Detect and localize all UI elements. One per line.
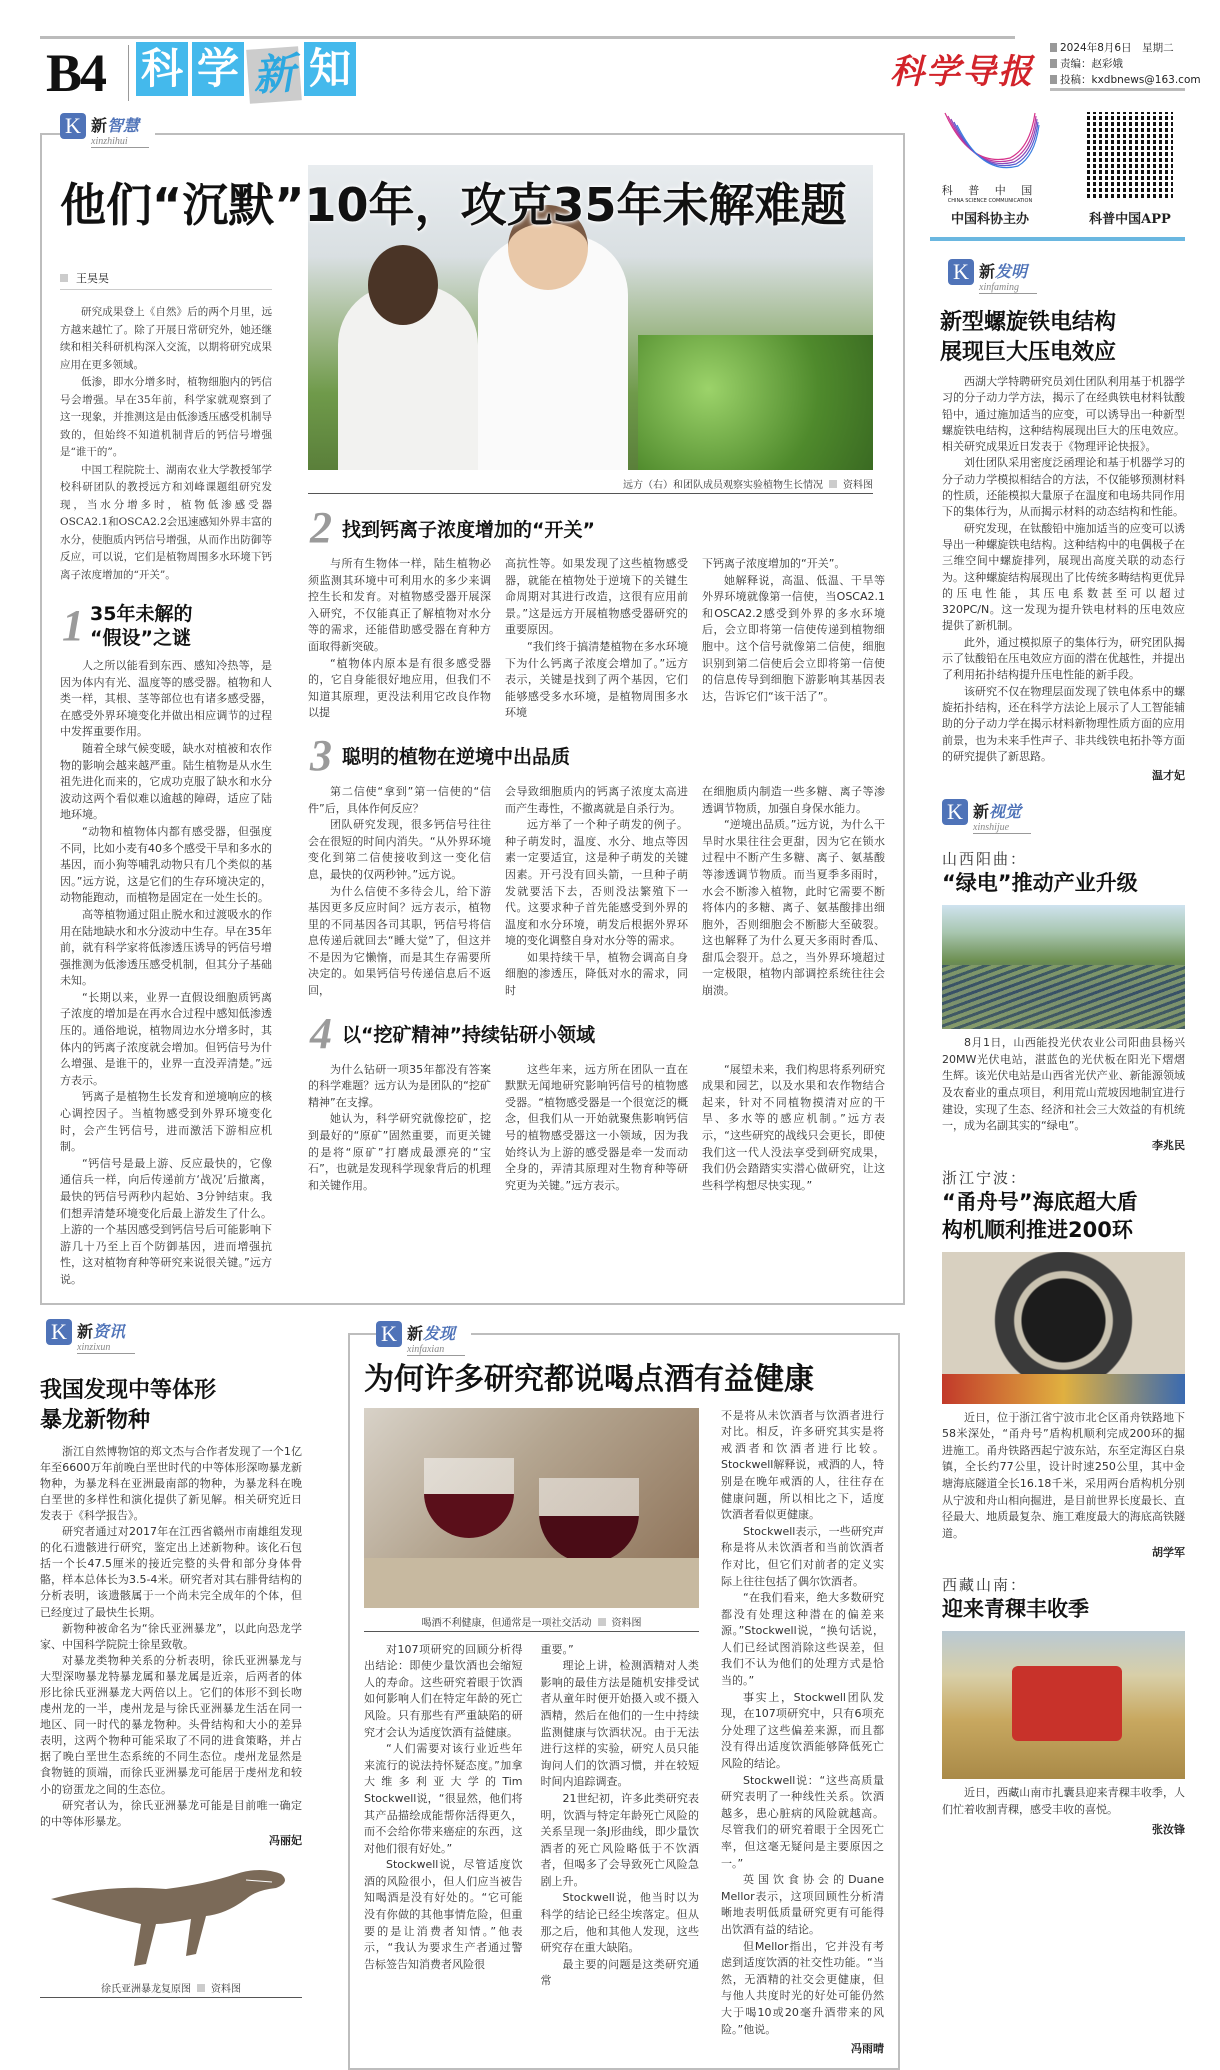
- tag-xinfaxian: [376, 1321, 471, 1356]
- tag-word: 智慧: [107, 116, 140, 135]
- tag-word: 发现: [423, 1323, 456, 1343]
- section-title-line: 35年未解的: [90, 603, 193, 625]
- paragraph: 浙江自然博物馆的郑文杰与合作者发现了一个1亿年至6600万年前晚白垩世时代的中等体形深吻暴龙新物种，为暴龙科在亚洲最南部的物种，为暴龙科在晚白垩世的多样性和演化提供了新见解。相关研究近日发表于《科学报告》。: [40, 1444, 302, 1522]
- caption-credit: 资料图: [843, 480, 873, 491]
- section-4-columns: [308, 1062, 885, 1195]
- solar-panels: [942, 965, 1185, 1029]
- paragraph: “动物和植物体内都有感受器，但强度不同，比如小麦有40多个感受干旱和多水的基因，而小狗等哺乳动物只有几个类似的基因。”远方说，这是它们的生存环境决定的，动物能跑动，而植物是固定在一处生长的。: [60, 824, 272, 905]
- person-left-head: [368, 245, 438, 325]
- bottom-row: [40, 1319, 905, 2070]
- section-number: 2: [310, 503, 332, 552]
- paragraph: 低渗，即水分增多时，植物细胞内的钙信号会增强。早在35年前，科学家就观察到了这一现象，并推测这是由低渗透压感受机制导致的，但始终不知道机制背后的钙信号增强是“谁干的”。: [60, 376, 272, 458]
- tag-word: 发明: [995, 262, 1028, 281]
- section-number: 3: [310, 730, 332, 780]
- qr-caption: 科普中国APP: [1089, 212, 1171, 227]
- lead-photo-caption: [308, 476, 873, 494]
- tag-prefix: 新: [77, 1321, 94, 1341]
- paragraph: “长期以来，业界一直假设细胞质钙离子浓度的增加是在再水合过程中感知低渗透压的。通俗地说，植物周边水分增多时，其体内的钙离子浓度就会增加。但钙信号为什么增强、是谁干的，业界一直没弄清楚。”远方表示。: [60, 990, 272, 1087]
- paragraph: Stockwell说，尽管适度饮酒的风险很小，但人们应当被告知喝酒是没有好处的。“它可能没有你做的其他事情危险，但重要的是让消费者知情。”他表示，“我认为要求生产者通过警告标签告知消费者风险很: [364, 1858, 523, 1971]
- tag-pinyin: xinzixun: [77, 1341, 111, 1353]
- tag-pinyin: xinzhihui: [91, 136, 128, 147]
- section-title-char: 知: [304, 42, 356, 96]
- tag-xinfaming: [948, 259, 1043, 294]
- byline: 冯丽妃: [269, 1833, 302, 1847]
- divider: [128, 45, 129, 101]
- tag-xinshijue: [942, 799, 1037, 834]
- news-body: [40, 1444, 302, 1830]
- section-title: 聪明的植物在逆境中出品质: [342, 746, 571, 769]
- caption-text: 远方（右）和团队成员观察实验植物生长情况: [623, 480, 823, 491]
- dinosaur-caption: [40, 1980, 302, 1998]
- wine-photo: [364, 1408, 699, 1608]
- shield-machine-photo: [942, 1252, 1185, 1404]
- headline-line: 我国发现中等体形: [40, 1377, 217, 1403]
- paragraph: 为什么信使不多待会儿，给下游基因更多反应时间？远方表示，植物里的不同基因各司其职，钙信号将信息传递后就回去“睡大觉”了，但这并不是因为它懒惰，而是其生存需要所决定的。如果钙信号传递信息后不返回，: [308, 884, 491, 998]
- paragraph: 英国饮食协会的Duane Mellor表示，这项回顾性分析清晰地表明低质量研究更有可能得出饮酒有益的结论。: [721, 1873, 884, 1936]
- byline: 温才妃: [1152, 769, 1185, 783]
- lead-intro: [60, 304, 272, 584]
- plants: [638, 335, 873, 470]
- paragraph: 团队研究发现，很多钙信号往往会在很短的时间内消失。“从外界环境变化到第二信使接收到这一变化信息，最快的仅两秒钟。”远方说。: [308, 818, 491, 881]
- wine-glass-left: [424, 1458, 514, 1538]
- page-body: [40, 108, 1185, 2070]
- paragraph: “展望未来，我们构思将系列研究成果和园艺，以及水果和农作物结合起来，针对不同植物摸清对应的干旱、多水等的感应机制。”远方表示，“这些研究的战线只会更长，即使我们这一代人没法享受到研究成果，我们仍会踏踏实实潜心做研究，让这些科学构想尽快实现。”: [702, 1062, 885, 1192]
- tag-pinyin: xinfaxian: [407, 1343, 445, 1355]
- headline-line: 新型螺旋铁电结构: [940, 310, 1117, 335]
- paragraph: 下钙离子浓度增加的“开关”。: [702, 557, 846, 570]
- discovery-frame: [348, 1320, 900, 2070]
- paragraph: “植物体内原本是有很多感受器的，它自身能很好地应用，但我们不知道其原理，更没法利用它改良作物以提: [308, 656, 491, 720]
- caption-text: 徐氏亚洲暴龙复原图: [101, 1983, 191, 1995]
- lead-article-frame: [40, 113, 905, 1305]
- caption-text: 近日，位于浙江省宁波市北仑区甬舟铁路地下58米深处，“甬舟号”盾构机顺利完成200环的掘进施工。甬舟铁路西起宁波东站，东至定海区白泉镇，全长约77公里，设计时速250公里，其中金塘海底隧道全长16.18千米，采用两台盾构机分别从宁波和舟山相向掘进，是目前世界长度最长、直径最大、地质最复杂、施工难度最大的海底高铁隧道。: [942, 1410, 1185, 1540]
- paragraph: 不是将从未饮酒者与饮酒者进行对比。相反，许多研究其实是将戒酒者和饮酒者进行比较。Stockwell解释说，戒酒的人，特别是在晚年戒酒的人，往往存在健康问题，所以相比之下，适度饮酒者看似更健康。: [721, 1408, 884, 1522]
- invention-body: [942, 374, 1185, 765]
- newspaper-logo: 科学导报: [890, 52, 1034, 92]
- byline: 胡学军: [1152, 1546, 1185, 1560]
- paragraph: 研究发现，在钛酸铅中施加适当的应变可以诱导出一种螺旋铁电结构。这种结构中的电偶极子在三维空间中螺旋排列，展现出高度关联的动态行为。这种螺旋结构展现出了比传统多畴结构更优异的压电性能，其压电系数甚至可以超过320PC/N。这一发现为提升铁电材料的压电效应提供了新机制。: [942, 521, 1185, 633]
- section-2-col-2: [505, 556, 688, 722]
- headline-line: “甬舟号”海底超大盾: [942, 1189, 1138, 1214]
- caption-credit: 资料图: [211, 1983, 241, 1995]
- author: 王昊昊: [60, 270, 272, 290]
- editor: 责编：赵彩娥: [1050, 56, 1201, 72]
- byline: 张汝锋: [1152, 1822, 1185, 1836]
- tag-pinyin: xinfaming: [979, 282, 1019, 293]
- tag-prefix: 新: [407, 1323, 424, 1343]
- section-3-col-2: [505, 784, 688, 1000]
- paragraph: Stockwell说，他当时以为科学的结论已经尘埃落定。但从那之后，他和其他人发现，这些研究存在重大缺陷。: [540, 1891, 699, 1955]
- solar-farm-photo: [942, 905, 1185, 1029]
- section-title-line: “假设”之谜: [90, 627, 191, 649]
- paragraph: “逆境出品质。”远方说，为什么干旱时水果往往会更甜，因为它在锁水过程中不断产生多糖、离子、氨基酸等渗透调节物质。而当夏季多雨时，水会不断渗入植物，此时它需要不断将体内的多糖、离子、氨基酸排出细胞外，否则细胞会不断膨大至破裂。这也解释了为什么夏天多雨时香瓜、甜瓜会裂开。总之，当外界环境超过一定极限，植物内部调控系统往往会崩溃。: [702, 818, 885, 998]
- section-number: 4: [310, 1008, 332, 1058]
- visual-caption-2: [942, 1410, 1185, 1543]
- k-logo-icon: K: [60, 113, 86, 139]
- byline: 李兆民: [1152, 1138, 1185, 1152]
- section-2-col-3: [702, 556, 885, 705]
- paragraph: 高抗性等。如果发现了这些植物感受器，就能在植物处于逆境下的关键生命周期对其进行改造，这很有应用前景。”这是远方开展植物感受器研究的重要原因。: [505, 557, 688, 637]
- table-food: [364, 1558, 699, 1608]
- section-3-col-3: [702, 784, 885, 1000]
- tag-prefix: 新: [91, 116, 108, 135]
- discovery-col-3: [721, 1408, 884, 2039]
- wine-glass-right: [539, 1478, 639, 1563]
- kepu-wave-icon: [940, 108, 1040, 178]
- paragraph: 为什么钻研一项35年都没有答案的科学难题？远方认为是团队的“挖矿精神”在支撑。: [308, 1062, 491, 1109]
- lead-headline: 他们“沉默”10年，攻克35年未解难题: [60, 178, 847, 232]
- visual-caption-3: [942, 1785, 1185, 1818]
- headline-line: 展现巨大压电效应: [940, 340, 1117, 365]
- paragraph: 对107项研究的回顾分析得出结论：即使少量饮酒也会缩短人的寿命。这些研究着眼于饮酒如何影响人们在特定年龄的死亡风险。只有那些有严重缺陷的研究才会认为适度饮酒有益健康。: [364, 1642, 523, 1739]
- paragraph: 新物种被命名为“徐氏亚洲暴龙”，以此向恐龙学家、中国科学院院士徐星致敬。: [40, 1621, 302, 1651]
- section-4-heading: [310, 1008, 885, 1058]
- visual-headline: 迎来青稞丰收季: [942, 1597, 1089, 1622]
- paragraph: 研究成果登上《自然》后的两个月里，远方越来越忙了。除了开展日常研究外，她还继续和相关科研机构深入交流，以期将研究成果应用在更多领域。: [60, 306, 272, 371]
- paragraph: 最主要的问题是这类研究通常: [540, 1957, 699, 1988]
- harvester: [1012, 1666, 1122, 1741]
- paragraph: Stockwell表示，一些研究声称是将从未饮酒者和当前饮酒者作对比，但它们对前者的定义实际上往往包括了偶尔饮酒者。: [721, 1524, 884, 1588]
- paragraph: “我们终于搞清楚植物在多水环境下为什么钙离子浓度会增加了。”远方表示，关键是找到了两个基因，它们能够感受多水环境，是植物周围多水环境: [505, 639, 688, 720]
- paragraph: 研究者通过对2017年在江西省赣州市南雄组发现的化石遗骸进行研究，鉴定出上述新物种。该化石包括一个长47.5厘米的接近完整的头骨和部分身体骨骼，样本总体长为3.5-4米。研究者对其右腓骨结构的分析表明，该遗骸属于一个尚未完全成年的个体，但已经度过了最快生长期。: [40, 1525, 302, 1619]
- section-4-col-2: [505, 1062, 688, 1195]
- news-article: [40, 1319, 302, 1998]
- caption-text: 近日，西藏山南市扎囊县迎来青稞丰收季，人们忙着收割青稞，感受丰收的喜悦。: [942, 1786, 1185, 1817]
- qr-block: [1080, 108, 1180, 227]
- kicker: 西藏山南：: [942, 1576, 1028, 1595]
- paragraph: 21世纪初，许多此类研究表明，饮酒与特定年龄死亡风险的关系呈现一条J形曲线，即少量饮酒者的死亡风险略低于不饮酒者，但喝多了会导致死亡风险急剧上升。: [540, 1791, 699, 1888]
- invention-article: [930, 374, 1185, 1837]
- section-title: 找到钙离子浓度增加的“开关”: [342, 518, 595, 541]
- k-logo-icon: K: [948, 259, 974, 285]
- tag-pinyin: xinshijue: [973, 822, 1010, 834]
- section-1-heading: [62, 602, 272, 650]
- paragraph: 这些年来，远方所在团队一直在默默无闻地研究影响钙信号的植物感受器。“植物感受器是一个很宽泛的概念，但我们从一开始就聚焦影响钙信号的植物感受器这一小领域，因为我始终认为上游的感受器是牵一发而动全身的，弄清其原理对生物育种等研究更为关键。”远方表示。: [505, 1062, 688, 1192]
- paragraph: “钙信号是最上游、反应最快的，它像通信兵一样，向后传递前方‘战况’后撤离，最快的钙信号两秒内起始、3分钟结束。我们想弄清楚环境变化后最上游发生了什么。上游的一个基因感受到钙信号后可能影响下游几十乃至上百个防御基因，进而增强抗性，这对植物育种等研究来说很关键。”远方说。: [60, 1156, 272, 1286]
- paragraph: 人之所以能看到东西、感知冷热等，是因为体内有光、温度等的感受器。植物和人类一样，其根、茎等部位也有诸多感受器，在感受外界环境变化并做出相应调节的过程中发挥重要作用。: [60, 659, 272, 739]
- tag-word: 资讯: [93, 1321, 126, 1341]
- harvest-photo: [942, 1631, 1185, 1779]
- paragraph: “人们需要对该行业近些年来流行的说法持怀疑态度。”加拿大维多利亚大学的Tim Stockwell说，“很显然，他们将其产品描绘成能帮你活得更久，而不会给你带来癌症的东西，这对他们很有好处。”: [364, 1742, 523, 1855]
- section-title-char: 新: [246, 46, 302, 103]
- paragraph: 她认为，科学研究就像挖矿，挖到最好的“原矿”固然重要，而更关键的是将“原矿”打磨成最漂亮的“宝石”，也就是发现科学现象背后的机理和关键作用。: [308, 1112, 491, 1192]
- visual-headline: “绿电”推动产业升级: [942, 871, 1138, 896]
- tag-xinzixun: [46, 1319, 141, 1354]
- paragraph: 对暴龙类物种关系的分析表明，徐氏亚洲暴龙与大型深吻暴龙特暴龙属和暴龙属是近亲，后两者的体形比徐氏亚洲暴龙大两倍以上。它们的体形不到长吻虔州龙的一半，虔州龙是与徐氏亚洲暴龙生活在同一地区、同一时代的暴龙物种。头骨结构和大小的差异表明，这两个物种可能采取了不同的进食策略，并占据了晚白垩世生态系统的不同生态位。虔州龙显然是食物链的顶端，而徐氏亚洲暴龙可能居于虔州龙和较小的窃蛋龙之间的生态位。: [40, 1653, 302, 1796]
- discovery-right: [721, 1408, 884, 2057]
- caption-text: 喝酒不利健康，但通常是一项社交活动: [421, 1617, 592, 1629]
- byline: 冯雨晴: [851, 2042, 884, 2056]
- paragraph: 刘仕团队采用密度泛函理论和基于机器学习的分子动力学模拟相结合的方法，不仅能够预测材料的性质，还能模拟大量原子在温度和电场共同作用下的集体行为，从而揭示材料的动态结构和性能。: [942, 456, 1185, 519]
- section-number: 1: [62, 601, 84, 650]
- paragraph: 重要。”: [540, 1642, 574, 1656]
- paragraph: 与所有生物体一样，陆生植物必须监测其环境中可利用水的多少来调控生长和发育。对植物感受器开展深入研究，不仅能真正了解植物对水分等的需求，还能借助感受器在育种方面取得新突破。: [308, 557, 491, 653]
- paragraph: 会导致细胞质内的钙离子浓度太高进而产生毒性，不撤离就是自杀行为。: [505, 784, 688, 815]
- paragraph: 第二信使“拿到”第一信使的“信件”后，具体作何反应？: [308, 784, 491, 815]
- issue-meta: [1050, 40, 1201, 88]
- paragraph: 钙离子是植物生长发育和逆境响应的核心调控因子。当植物感受到外界环境变化时，会产生钙信号，进而激活下游相应机制。: [60, 1090, 272, 1154]
- paragraph: 如果持续干旱，植物会调高自身细胞的渗透压，降低对水的需求，同时: [505, 950, 688, 998]
- section-4-col-1: [308, 1062, 491, 1195]
- visual-caption-1: [942, 1035, 1185, 1135]
- workers: [942, 1374, 1185, 1404]
- section-title: 以“挖矿精神”持续钻研小领域: [342, 1024, 595, 1047]
- caption-text: 8月1日，山西能投光伏农业公司阳曲县杨兴20MW光伏电站，湛蓝色的光伏板在阳光下熠熠生辉。该光伏电站是山西省光伏产业、新能源领域及农畜业的重点项目，利用荒山荒坡因地制宜进行建设，实现了生态、经济和社会三大效益的有机统一，成为名副其实的“绿电”。: [942, 1036, 1185, 1133]
- section-title-char: 学: [192, 42, 244, 96]
- left-main: [40, 108, 905, 2070]
- paragraph: 在细胞质内制造一些多糖、离子等渗透调节物质，加强自身保水能力。: [702, 784, 885, 815]
- paragraph: Stockwell说：“这些高质量研究表明了一种线性关系。饮酒越多，患心脏病的风险就越高。尽管我们的研究着眼于全因死亡率，但这毫无疑问是主要原因之一。”: [721, 1773, 884, 1870]
- paragraph: 理论上讲，检测酒精对人类影响的最佳方法是随机安排受试者从童年时便开始摄入或不摄入酒精，然后在他们的一生中持续监测健康与饮酒状况。由于无法进行这样的实验，研究人员只能询问人们的饮酒习惯，并在较短时间内追踪调查。: [540, 1659, 699, 1789]
- section-2-columns: [308, 556, 885, 722]
- section-2-col-1: [308, 556, 491, 722]
- paragraph: 该研究不仅在物理层面发现了铁电体系中的螺旋拓扑结构，还在科学方法论上展示了人工智能辅助的分子动力学在揭示材料新物理性质方面的应用前景，也为未来手性声子、非共线铁电拓扑等方面的研究提供了新思路。: [942, 684, 1185, 763]
- kicker: 山西阳曲：: [942, 850, 1028, 869]
- lead-left-column: [60, 165, 272, 1289]
- section-3-columns: [308, 784, 885, 1000]
- paragraph: “在我们看来，绝大多数研究都没有处理这种潜在的偏差来源。”Stockwell说，“换句话说，人们已经试图消除这些误差，但我们不认为他们的处理方式是恰当的。”: [721, 1591, 884, 1688]
- page-number: B4: [46, 43, 106, 103]
- submission-email: 投稿：kxdbnews@163.com: [1050, 72, 1201, 88]
- k-logo-icon: K: [376, 1321, 402, 1347]
- section-3-col-1: [308, 784, 491, 1000]
- section-title: [136, 42, 356, 101]
- discovery-headline: 为何许多研究都说喝点酒有益健康: [364, 1361, 814, 1397]
- paragraph: 远方举了一个种子萌发的例子。种子萌发时，温度、水分、地点等因素一定要适宜，这是种子萌发的关键因素。开弓没有回头箭，一旦种子萌发就要活下去，否则没法繁殖下一代。这要求种子首先能感受到外界的温度和水分环境，萌发后根据外界环境的变化调整自身对水分等的需求。: [505, 818, 688, 948]
- section-2-heading: [310, 503, 885, 552]
- blue-rule: [930, 237, 1185, 241]
- discovery-left-columns: [364, 1642, 699, 1990]
- issue-date: 2024年8月6日 星期二: [1050, 40, 1201, 56]
- section-3-heading: [310, 730, 885, 780]
- section-4-col-3: [702, 1062, 885, 1195]
- paragraph: 西湖大学特聘研究员刘仕团队利用基于机器学习的分子动力学方法，揭示了在经典铁电材料钛酸铅中，通过施加适当的应变，可以诱导出一种新型螺旋铁电结构，这种结构展现出巨大的压电效应。相关研究成果近日发表于《物理评论快报》。: [942, 375, 1185, 454]
- meta-rule: [1050, 88, 1185, 91]
- kepu-caption: 中国科协主办: [950, 212, 1029, 227]
- tag-xinzhihui: [60, 113, 155, 148]
- right-column: [930, 108, 1185, 1837]
- visual-headline: [942, 1188, 1185, 1244]
- paragraph: 随着全球气候变暖，缺水对植被和农作物的影响会越来越严重。陆生植物是从水生祖先进化而来的，它成功克服了缺水和水分波动这两个看似难以逾越的障碍，适应了陆地环境。: [60, 741, 272, 822]
- paragraph: 此外，通过模拟原子的集体行为，研究团队揭示了钛酸铅在压电效应方面的潜在优越性，并提出了利用拓扑结构提升压电性能的新手段。: [942, 635, 1185, 682]
- kepu-logo: [935, 108, 1045, 227]
- section-1-body: [60, 658, 272, 1289]
- k-logo-icon: K: [942, 799, 968, 825]
- paragraph: 但Mellor指出，它并没有考虑到适度饮酒的社交性功能。“当然，无酒精的社交会更健康，但与他人共度时光的好处可能仍然大于喝10或20毫升酒带来的风险。”他说。: [721, 1939, 884, 2036]
- lead-right-column: [308, 165, 885, 1289]
- section-title-char: 科: [136, 42, 188, 96]
- paragraph: 研究者认为，徐氏亚洲暴龙可能是目前唯一确定的中等体形暴龙。: [40, 1798, 302, 1828]
- paragraph: 事实上，Stockwell团队发现，在107项研究中，只有6项充分处理了这些偏差来源，而且都没有得出适度饮酒能够降低死亡风险的结论。: [721, 1690, 884, 1771]
- kepu-logo-en: CHINA SCIENCE COMMUNICATION: [947, 198, 1033, 204]
- discovery-col-2: [541, 1642, 700, 1990]
- promo: [930, 108, 1185, 227]
- paragraph: 高等植物通过阻止脱水和过渡吸水的作用在陆地缺水和水分波动中生存。早在35年前，就有科学家将低渗透压诱导的钙信号增强推测为低渗透压感受机制，但其分子基础未知。: [60, 907, 272, 988]
- tag-word: 视觉: [989, 802, 1022, 822]
- headline-line: 构机顺利推进200环: [942, 1217, 1133, 1242]
- paragraph: 中国工程院院士、湖南农业大学教授邹学校科研团队的教授远方和刘峰课题组研究发现，当水分增多时，植物低渗感受器OSCA2.1和OSCA2.2会迅速感知外界丰富的水分，使胞质内钙信号增强，从而作出防御等反应，可以说，它们是植物周围多水环境下钙离子浓度增加的“开关”。: [60, 463, 272, 581]
- qr-code-icon[interactable]: [1087, 112, 1173, 198]
- caption-credit: 资料图: [611, 1617, 642, 1629]
- news-headline: [40, 1376, 302, 1436]
- kicker: 浙江宁波：: [942, 1168, 1028, 1187]
- discovery-left: [364, 1408, 699, 1990]
- top-rule: [40, 36, 1015, 39]
- headline-line: 暴龙新物种: [40, 1407, 151, 1433]
- tag-prefix: 新: [979, 262, 996, 281]
- invention-headline: [940, 308, 1185, 368]
- wine-caption: [364, 1614, 699, 1632]
- dinosaur-illustration: [40, 1854, 302, 1974]
- k-logo-icon: K: [46, 1319, 72, 1345]
- discovery-col-1: [364, 1642, 523, 1974]
- kepu-logo-cn: 科 普 中 国: [941, 184, 1039, 197]
- paragraph: 她解释说，高温、低温、干旱等外界环境就像第一信使，当OSCA2.1和OSCA2.2感受到外界的多水环境后，会立即将第一信使传递到植物细胞中。这个信号就像第二信使，细胞识别到第二信使后会立即将第一信使的信息传导到细胞下游影响其基因表达，告诉它们“该干活了”。: [702, 573, 885, 703]
- tag-prefix: 新: [973, 802, 990, 822]
